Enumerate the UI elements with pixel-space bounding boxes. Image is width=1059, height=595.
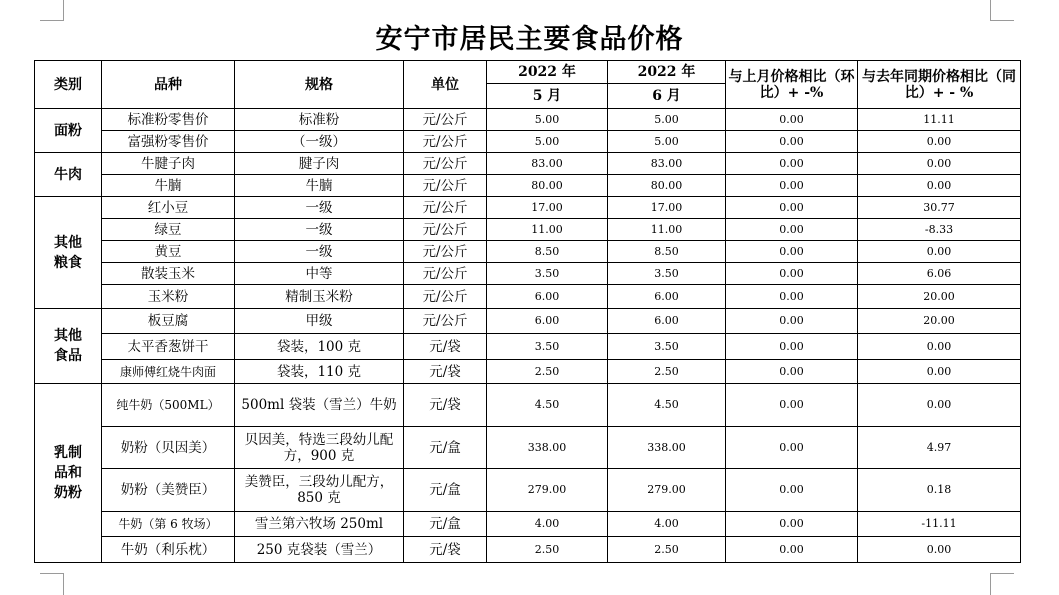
unit-cell: 元/公斤 bbox=[404, 175, 487, 197]
table-row bbox=[35, 175, 1021, 197]
table-row bbox=[35, 469, 1021, 512]
table-body bbox=[35, 109, 1021, 563]
may-price-cell: 2.50 bbox=[487, 537, 608, 563]
may-price-cell: 279.00 bbox=[487, 469, 608, 512]
table-row bbox=[35, 153, 1021, 175]
table-row bbox=[35, 219, 1021, 241]
spec-cell: 袋装，100 克 bbox=[235, 334, 404, 360]
mom-change-cell: 0.00 bbox=[726, 309, 858, 334]
may-price-cell: 5.00 bbox=[487, 131, 608, 153]
june-price-cell: 2.50 bbox=[608, 537, 726, 563]
header-mom: 与上月价格相比（环比）+ -% bbox=[726, 61, 858, 109]
variety-cell: 牛奶（第 6 牧场） bbox=[102, 512, 235, 537]
mom-change-cell: 0.00 bbox=[726, 285, 858, 309]
variety-cell: 奶粉（美赞臣） bbox=[102, 469, 235, 512]
crop-mark-bottom-right bbox=[990, 573, 1014, 574]
may-price-cell: 2.50 bbox=[487, 360, 608, 384]
unit-cell: 元/公斤 bbox=[404, 285, 487, 309]
spec-cell: 精制玉米粉 bbox=[235, 285, 404, 309]
variety-cell: 奶粉（贝因美） bbox=[102, 427, 235, 469]
spec-cell: 袋装，110 克 bbox=[235, 360, 404, 384]
variety-cell: 红小豆 bbox=[102, 197, 235, 219]
june-price-cell: 17.00 bbox=[608, 197, 726, 219]
spec-cell: 500ml 袋装（雪兰）牛奶 bbox=[235, 384, 404, 427]
june-price-cell: 8.50 bbox=[608, 241, 726, 263]
may-price-cell: 4.00 bbox=[487, 512, 608, 537]
mom-change-cell: 0.00 bbox=[726, 263, 858, 285]
spec-cell: 标准粉 bbox=[235, 109, 404, 131]
header-month-may: 5 月 bbox=[487, 84, 608, 109]
mom-change-cell: 0.00 bbox=[726, 334, 858, 360]
june-price-cell: 338.00 bbox=[608, 427, 726, 469]
yoy-change-cell: 0.00 bbox=[858, 360, 1021, 384]
mom-change-cell: 0.00 bbox=[726, 109, 858, 131]
page-title: 安宁市居民主要食品价格 bbox=[375, 24, 684, 55]
unit-cell: 元/公斤 bbox=[404, 131, 487, 153]
unit-cell: 元/公斤 bbox=[404, 197, 487, 219]
unit-cell: 元/盒 bbox=[404, 469, 487, 512]
variety-cell: 太平香葱饼干 bbox=[102, 334, 235, 360]
unit-cell: 元/盒 bbox=[404, 427, 487, 469]
table-row bbox=[35, 285, 1021, 309]
table-row bbox=[35, 263, 1021, 285]
table-row bbox=[35, 309, 1021, 334]
crop-mark-top-left bbox=[63, 0, 64, 20]
variety-cell: 牛腩 bbox=[102, 175, 235, 197]
table-row bbox=[35, 537, 1021, 563]
variety-cell: 绿豆 bbox=[102, 219, 235, 241]
unit-cell: 元/公斤 bbox=[404, 309, 487, 334]
spec-cell: 腱子肉 bbox=[235, 153, 404, 175]
mom-change-cell: 0.00 bbox=[726, 512, 858, 537]
header-unit: 单位 bbox=[404, 61, 487, 109]
june-price-cell: 5.00 bbox=[608, 131, 726, 153]
crop-mark-bottom-right bbox=[990, 573, 991, 595]
yoy-change-cell: 20.00 bbox=[858, 285, 1021, 309]
variety-cell: 标准粉零售价 bbox=[102, 109, 235, 131]
header-variety: 品种 bbox=[102, 61, 235, 109]
header-year-june: 2022 年 bbox=[608, 61, 726, 84]
table-row bbox=[35, 360, 1021, 384]
june-price-cell: 2.50 bbox=[608, 360, 726, 384]
variety-cell: 散装玉米 bbox=[102, 263, 235, 285]
variety-cell: 纯牛奶（500ML） bbox=[102, 384, 235, 427]
category-cell: 牛肉 bbox=[35, 153, 102, 197]
mom-change-cell: 0.00 bbox=[726, 360, 858, 384]
mom-change-cell: 0.00 bbox=[726, 427, 858, 469]
variety-cell: 康师傅红烧牛肉面 bbox=[102, 360, 235, 384]
may-price-cell: 4.50 bbox=[487, 384, 608, 427]
variety-cell: 富强粉零售价 bbox=[102, 131, 235, 153]
may-price-cell: 6.00 bbox=[487, 285, 608, 309]
variety-cell: 牛奶（利乐枕） bbox=[102, 537, 235, 563]
variety-cell: 板豆腐 bbox=[102, 309, 235, 334]
spec-cell: 一级 bbox=[235, 197, 404, 219]
may-price-cell: 5.00 bbox=[487, 109, 608, 131]
mom-change-cell: 0.00 bbox=[726, 241, 858, 263]
unit-cell: 元/公斤 bbox=[404, 219, 487, 241]
june-price-cell: 6.00 bbox=[608, 285, 726, 309]
table-row bbox=[35, 197, 1021, 219]
mom-change-cell: 0.00 bbox=[726, 384, 858, 427]
mom-change-cell: 0.00 bbox=[726, 175, 858, 197]
june-price-cell: 80.00 bbox=[608, 175, 726, 197]
unit-cell: 元/袋 bbox=[404, 537, 487, 563]
june-price-cell: 6.00 bbox=[608, 309, 726, 334]
mom-change-cell: 0.00 bbox=[726, 537, 858, 563]
spec-cell: 一级 bbox=[235, 241, 404, 263]
spec-cell: 美赞臣，三段幼儿配方，850 克 bbox=[235, 469, 404, 512]
may-price-cell: 6.00 bbox=[487, 309, 608, 334]
yoy-change-cell: 0.00 bbox=[858, 131, 1021, 153]
table-row bbox=[35, 384, 1021, 427]
june-price-cell: 3.50 bbox=[608, 334, 726, 360]
spec-cell: （一级） bbox=[235, 131, 404, 153]
yoy-change-cell: 0.00 bbox=[858, 153, 1021, 175]
crop-mark-bottom-left bbox=[63, 573, 64, 595]
category-cell: 面粉 bbox=[35, 109, 102, 153]
mom-change-cell: 0.00 bbox=[726, 469, 858, 512]
header-year-may: 2022 年 bbox=[487, 61, 608, 84]
table-row bbox=[35, 512, 1021, 537]
unit-cell: 元/公斤 bbox=[404, 241, 487, 263]
table-row bbox=[35, 334, 1021, 360]
yoy-change-cell: 11.11 bbox=[858, 109, 1021, 131]
crop-mark-top-right bbox=[990, 0, 991, 20]
variety-cell: 玉米粉 bbox=[102, 285, 235, 309]
spec-cell: 中等 bbox=[235, 263, 404, 285]
header-month-june: 6 月 bbox=[608, 84, 726, 109]
may-price-cell: 8.50 bbox=[487, 241, 608, 263]
yoy-change-cell: 0.00 bbox=[858, 241, 1021, 263]
category-cell: 其他粮食 bbox=[35, 197, 102, 309]
june-price-cell: 4.00 bbox=[608, 512, 726, 537]
may-price-cell: 338.00 bbox=[487, 427, 608, 469]
june-price-cell: 5.00 bbox=[608, 109, 726, 131]
mom-change-cell: 0.00 bbox=[726, 197, 858, 219]
spec-cell: 一级 bbox=[235, 219, 404, 241]
yoy-change-cell: 6.06 bbox=[858, 263, 1021, 285]
table-row bbox=[35, 241, 1021, 263]
unit-cell: 元/袋 bbox=[404, 334, 487, 360]
variety-cell: 牛腱子肉 bbox=[102, 153, 235, 175]
yoy-change-cell: 0.00 bbox=[858, 334, 1021, 360]
yoy-change-cell: 20.00 bbox=[858, 309, 1021, 334]
yoy-change-cell: 4.97 bbox=[858, 427, 1021, 469]
june-price-cell: 279.00 bbox=[608, 469, 726, 512]
may-price-cell: 11.00 bbox=[487, 219, 608, 241]
yoy-change-cell: 0.18 bbox=[858, 469, 1021, 512]
category-cell: 其他食品 bbox=[35, 309, 102, 384]
mom-change-cell: 0.00 bbox=[726, 131, 858, 153]
mom-change-cell: 0.00 bbox=[726, 153, 858, 175]
unit-cell: 元/袋 bbox=[404, 384, 487, 427]
crop-mark-bottom-left bbox=[40, 573, 64, 574]
may-price-cell: 83.00 bbox=[487, 153, 608, 175]
table-header-row bbox=[35, 61, 1021, 84]
category-cell: 乳制品和奶粉 bbox=[35, 384, 102, 563]
may-price-cell: 80.00 bbox=[487, 175, 608, 197]
spec-cell: 贝因美，特选三段幼儿配方，900 克 bbox=[235, 427, 404, 469]
yoy-change-cell: -8.33 bbox=[858, 219, 1021, 241]
june-price-cell: 83.00 bbox=[608, 153, 726, 175]
price-table bbox=[34, 60, 1021, 563]
yoy-change-cell: 0.00 bbox=[858, 175, 1021, 197]
header-spec: 规格 bbox=[235, 61, 404, 109]
spec-cell: 雪兰第六牧场 250ml bbox=[235, 512, 404, 537]
yoy-change-cell: -11.11 bbox=[858, 512, 1021, 537]
mom-change-cell: 0.00 bbox=[726, 219, 858, 241]
may-price-cell: 3.50 bbox=[487, 263, 608, 285]
june-price-cell: 4.50 bbox=[608, 384, 726, 427]
table-row bbox=[35, 427, 1021, 469]
table-row bbox=[35, 131, 1021, 153]
unit-cell: 元/公斤 bbox=[404, 263, 487, 285]
yoy-change-cell: 0.00 bbox=[858, 384, 1021, 427]
unit-cell: 元/公斤 bbox=[404, 153, 487, 175]
spec-cell: 250 克袋装（雪兰） bbox=[235, 537, 404, 563]
yoy-change-cell: 0.00 bbox=[858, 537, 1021, 563]
may-price-cell: 17.00 bbox=[487, 197, 608, 219]
june-price-cell: 3.50 bbox=[608, 263, 726, 285]
header-yoy: 与去年同期价格相比（同比）+ - % bbox=[858, 61, 1021, 109]
variety-cell: 黄豆 bbox=[102, 241, 235, 263]
june-price-cell: 11.00 bbox=[608, 219, 726, 241]
may-price-cell: 3.50 bbox=[487, 334, 608, 360]
yoy-change-cell: 30.77 bbox=[858, 197, 1021, 219]
unit-cell: 元/袋 bbox=[404, 360, 487, 384]
table-row bbox=[35, 109, 1021, 131]
unit-cell: 元/盒 bbox=[404, 512, 487, 537]
unit-cell: 元/公斤 bbox=[404, 109, 487, 131]
header-category: 类别 bbox=[35, 61, 102, 109]
spec-cell: 甲级 bbox=[235, 309, 404, 334]
spec-cell: 牛腩 bbox=[235, 175, 404, 197]
